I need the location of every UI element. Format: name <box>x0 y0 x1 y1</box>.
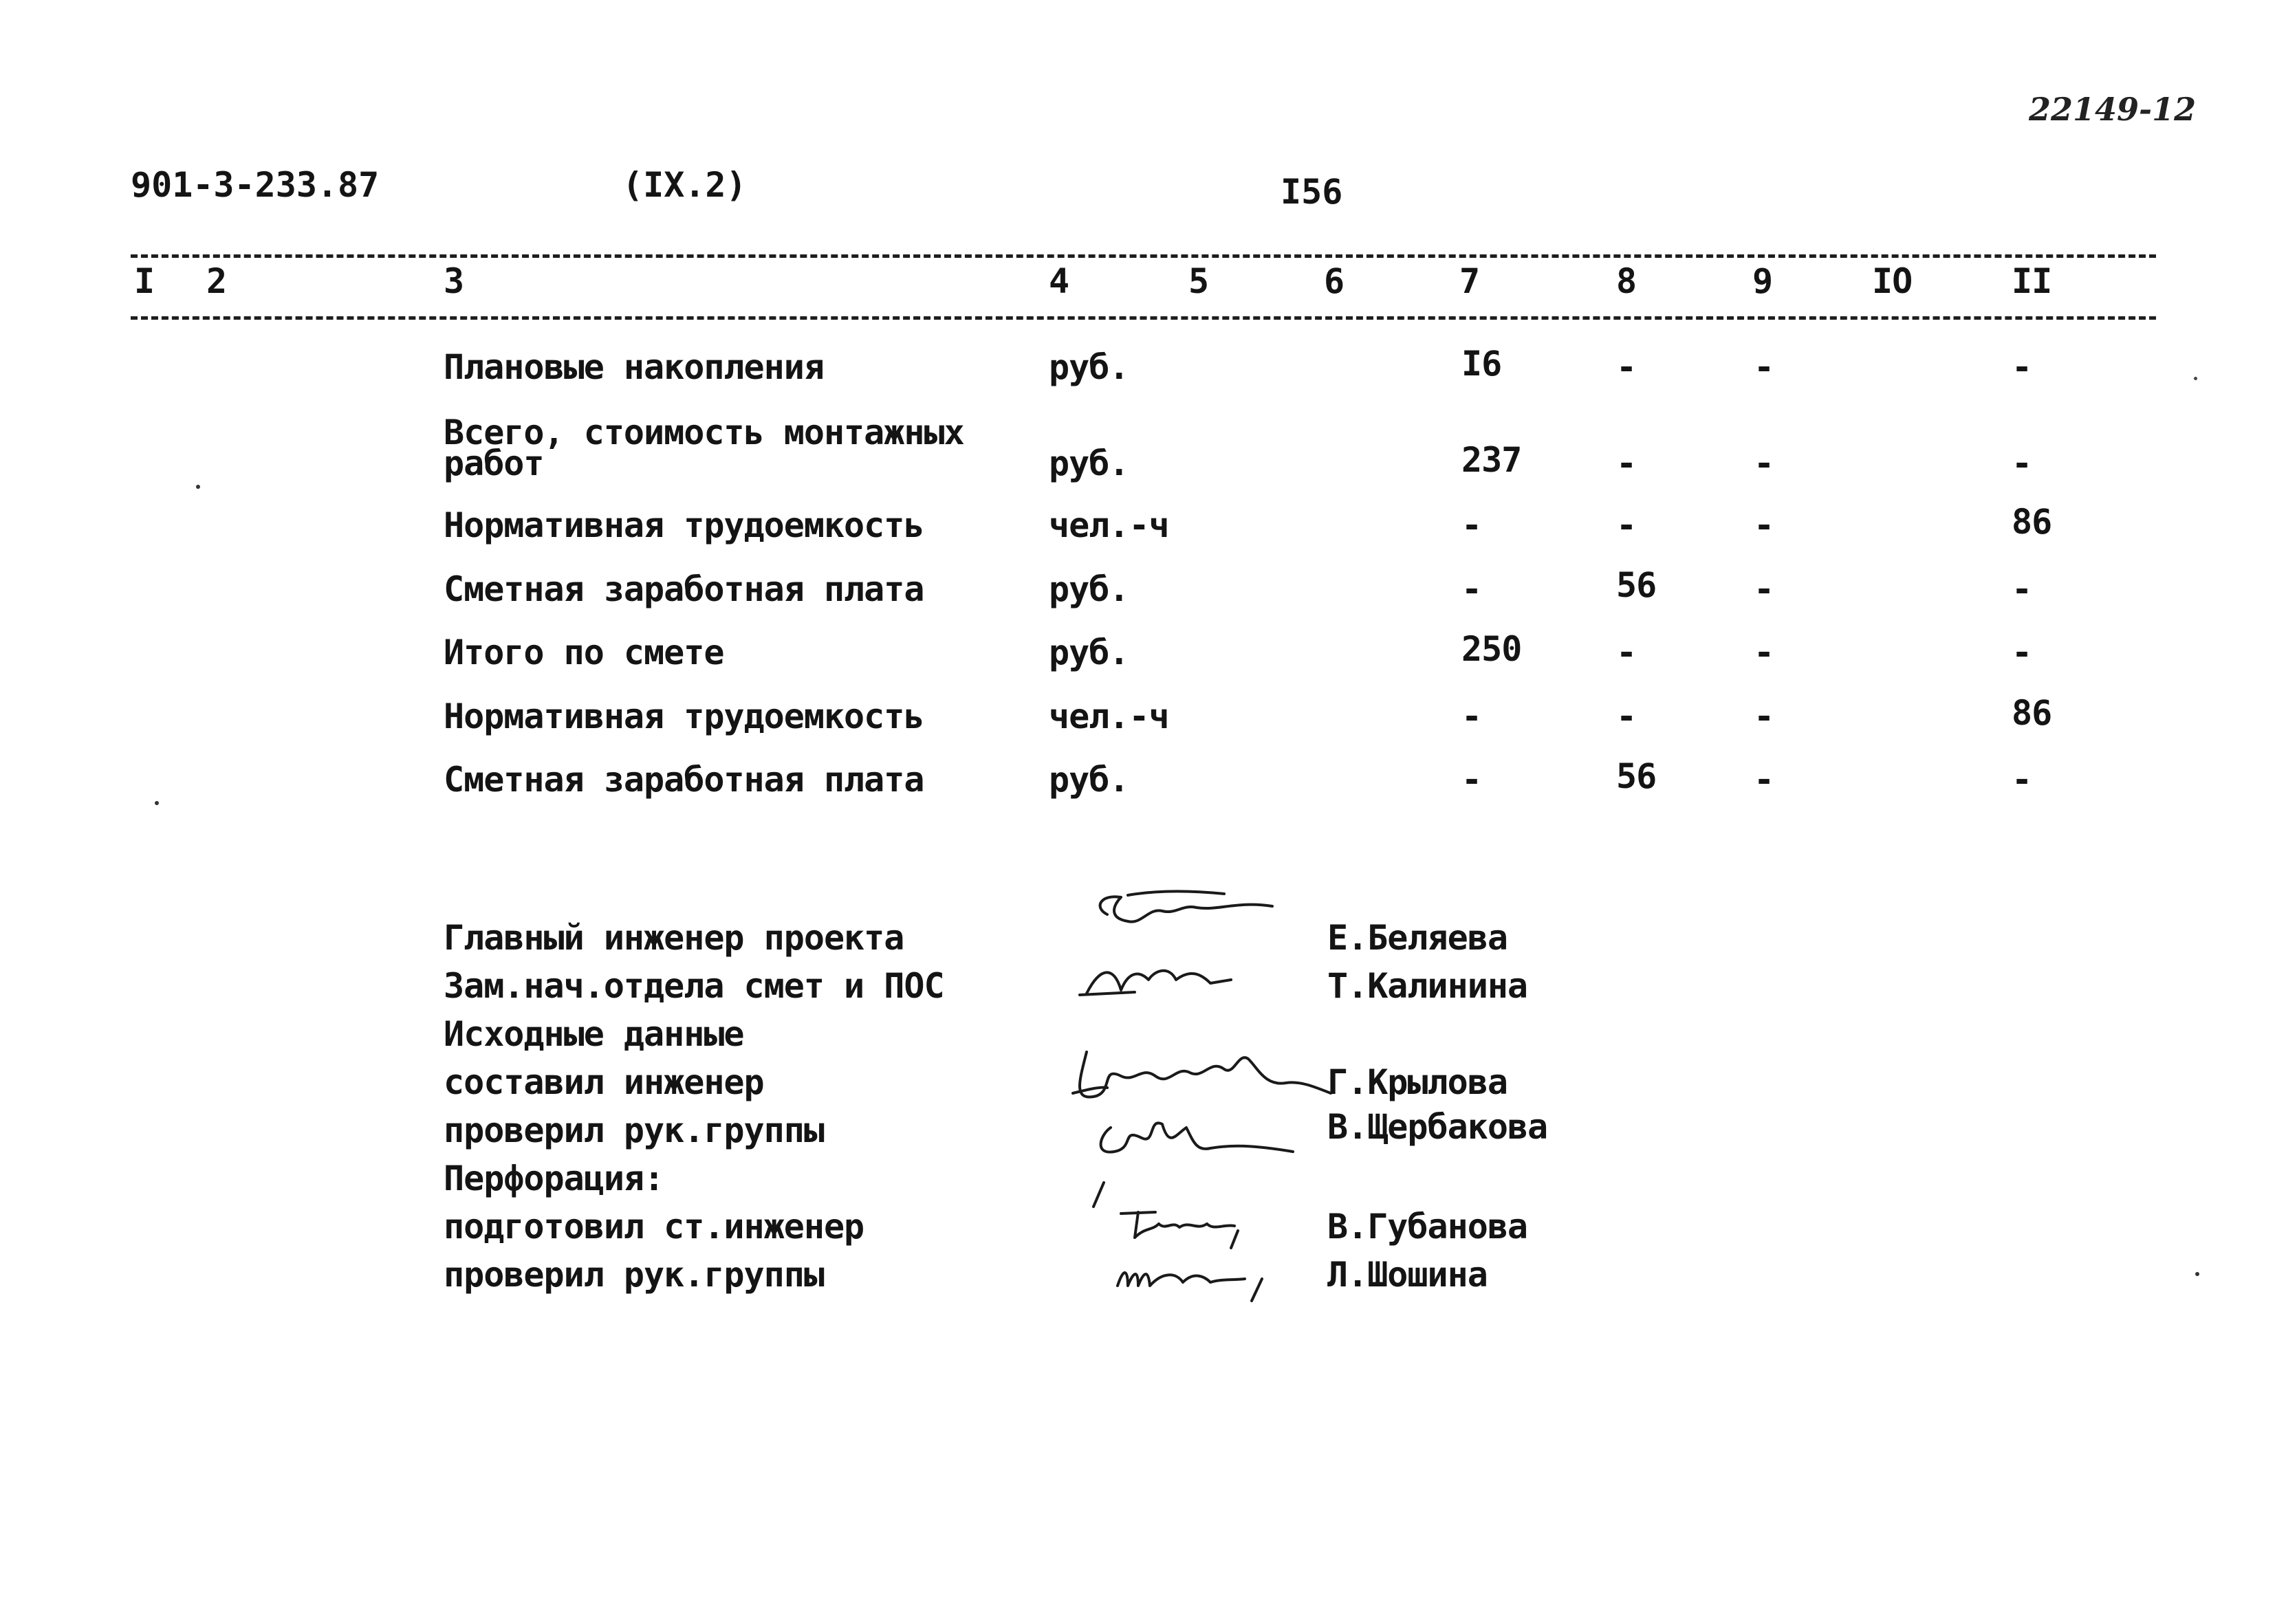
row-col7: - <box>1461 760 1482 800</box>
scan-speck <box>2194 377 2197 380</box>
row-col11: - <box>2012 569 2032 609</box>
row-col11: - <box>2012 633 2032 672</box>
scan-speck <box>196 485 200 489</box>
row-unit: руб. <box>1049 569 1129 609</box>
row-name: Сметная заработная плата <box>444 569 924 609</box>
signer-role: Зам.нач.отдела смет и ПОС <box>444 966 944 1006</box>
row-col7: 250 <box>1461 629 1522 669</box>
document-code: 901-3-233.87 <box>131 165 380 205</box>
signature-kalinina <box>1073 952 1252 1014</box>
signer-name: В.Губанова <box>1327 1207 1528 1247</box>
row-unit: руб. <box>1049 347 1129 387</box>
scan-speck <box>2195 1272 2199 1276</box>
col-header-10: IO <box>1872 261 1913 301</box>
row-col7: 237 <box>1461 440 1522 480</box>
row-col11: - <box>2012 760 2032 800</box>
scan-speck <box>155 801 159 805</box>
archive-number: 22149-12 <box>2029 91 2197 128</box>
row-col8: 56 <box>1616 756 1657 796</box>
signer-name: Л.Шошина <box>1327 1255 1488 1295</box>
signer-role: Главный инженер проекта <box>444 918 904 958</box>
row-col9: - <box>1754 569 1774 609</box>
col-header-6: 6 <box>1324 261 1345 301</box>
signer-role: проверил рук.группы <box>444 1255 824 1295</box>
row-name: Плановые накопления <box>444 347 824 387</box>
col-header-4: 4 <box>1049 261 1069 301</box>
signature-shoshina <box>1107 1251 1286 1306</box>
col-header-8: 8 <box>1616 261 1637 301</box>
row-col9: - <box>1754 347 1774 387</box>
header-bottom-rule <box>131 316 2156 320</box>
row-unit: руб. <box>1049 760 1129 800</box>
row-unit: чел.-ч <box>1049 505 1169 545</box>
row-col9: - <box>1754 505 1774 545</box>
signer-role: подготовил ст.инженер <box>444 1207 864 1247</box>
row-name: Нормативная трудоемкость <box>444 505 924 545</box>
col-header-3: 3 <box>444 261 464 301</box>
row-col9: - <box>1754 696 1774 736</box>
section-code: (IX.2) <box>622 165 747 205</box>
signer-name: Т.Калинина <box>1327 966 1528 1006</box>
signature-beliaeva <box>1087 887 1279 949</box>
row-col7: - <box>1461 696 1482 736</box>
signer-role: составил инженер <box>444 1062 764 1102</box>
col-header-5: 5 <box>1188 261 1209 301</box>
row-col11: 86 <box>2012 502 2052 542</box>
row-name: Сметная заработная плата <box>444 760 924 800</box>
row-unit: чел.-ч <box>1049 696 1169 736</box>
row-unit: руб. <box>1049 443 1129 483</box>
row-col9: - <box>1754 443 1774 483</box>
signer-name: В.Щербакова <box>1327 1107 1548 1147</box>
col-header-1: I <box>134 261 155 301</box>
col-header-11: II <box>2012 261 2052 301</box>
signer-name: Г.Крылова <box>1327 1062 1507 1102</box>
row-name: Нормативная трудоемкость <box>444 696 924 736</box>
row-name-continued: работ <box>444 443 544 483</box>
row-col11: - <box>2012 347 2032 387</box>
row-col8: - <box>1616 347 1637 387</box>
row-col7: - <box>1461 505 1482 545</box>
signer-role: Исходные данные <box>444 1014 744 1054</box>
row-col9: - <box>1754 633 1774 672</box>
signature-krylova <box>1059 1038 1334 1121</box>
row-unit: руб. <box>1049 633 1129 672</box>
page-number: I56 <box>1281 172 1343 212</box>
row-col8: 56 <box>1616 565 1657 605</box>
signer-role: проверил рук.группы <box>444 1110 824 1150</box>
row-col11: - <box>2012 443 2032 483</box>
row-col8: - <box>1616 443 1637 483</box>
row-name: Итого по смете <box>444 633 724 672</box>
row-col8: - <box>1616 696 1637 736</box>
signature-shcherbakova <box>1073 1114 1307 1210</box>
signer-role: Перфорация: <box>444 1159 664 1198</box>
row-col8: - <box>1616 633 1637 672</box>
header-top-rule <box>131 254 2156 258</box>
row-name: Всего, стоимость монтажных <box>444 413 964 452</box>
row-col11: 86 <box>2012 693 2052 733</box>
col-header-7: 7 <box>1459 261 1480 301</box>
row-col7: - <box>1461 569 1482 609</box>
signature-gubanova <box>1114 1200 1265 1255</box>
row-col8: - <box>1616 505 1637 545</box>
col-header-9: 9 <box>1752 261 1773 301</box>
row-col7: I6 <box>1461 344 1502 384</box>
signer-name: Е.Беляева <box>1327 918 1507 958</box>
row-col9: - <box>1754 760 1774 800</box>
col-header-2: 2 <box>206 261 227 301</box>
